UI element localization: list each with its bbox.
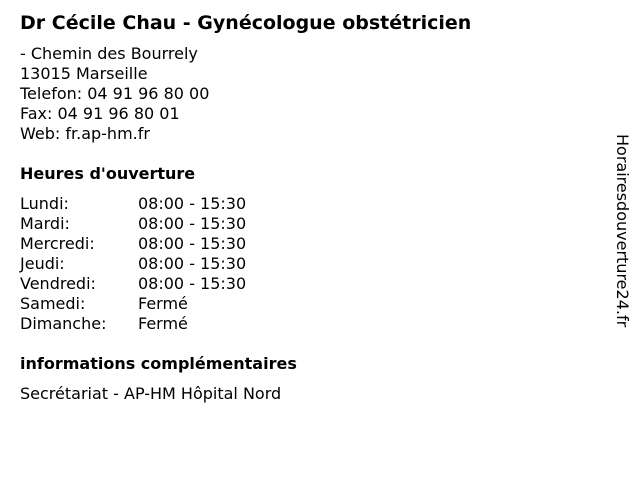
address-city: 13015 Marseille — [20, 64, 148, 83]
info-text: Secrétariat - AP-HM Hôpital Nord — [20, 384, 282, 403]
fax-number: Fax: 04 91 96 80 01 — [20, 104, 180, 123]
hours-day: Lundi: — [20, 194, 69, 213]
page-title: Dr Cécile Chau - Gynécologue obstétricien — [20, 12, 472, 34]
hours-time: 08:00 - 15:30 — [138, 234, 247, 253]
hours-heading: Heures d'ouverture — [20, 164, 196, 183]
hours-time: 08:00 - 15:30 — [138, 194, 247, 213]
hours-time: 08:00 - 15:30 — [138, 214, 247, 233]
hours-row-wednesday — [20, 234, 246, 254]
hours-day: Vendredi: — [20, 274, 96, 293]
hours-day: Samedi: — [20, 294, 86, 313]
hours-row-friday — [20, 274, 246, 294]
hours-row-tuesday — [20, 214, 246, 234]
info-heading: informations complémentaires — [20, 354, 297, 373]
hours-time: 08:00 - 15:30 — [138, 254, 247, 273]
hours-row-thursday — [20, 254, 246, 274]
hours-day: Mardi: — [20, 214, 70, 233]
address-street: - Chemin des Bourrely — [20, 44, 198, 63]
site-watermark: Horairesdouverture24.fr — [613, 134, 632, 328]
hours-day: Jeudi: — [20, 254, 65, 273]
hours-day: Mercredi: — [20, 234, 95, 253]
opening-hours-table — [20, 194, 246, 334]
hours-time: Fermé — [138, 294, 188, 313]
hours-time: Fermé — [138, 314, 188, 333]
hours-time: 08:00 - 15:30 — [138, 274, 247, 293]
phone-number: Telefon: 04 91 96 80 00 — [20, 84, 210, 103]
hours-row-sunday — [20, 314, 246, 334]
hours-row-monday — [20, 194, 246, 214]
hours-day: Dimanche: — [20, 314, 107, 333]
address-block — [20, 44, 209, 144]
website: Web: fr.ap-hm.fr — [20, 124, 150, 143]
hours-row-saturday — [20, 294, 246, 314]
